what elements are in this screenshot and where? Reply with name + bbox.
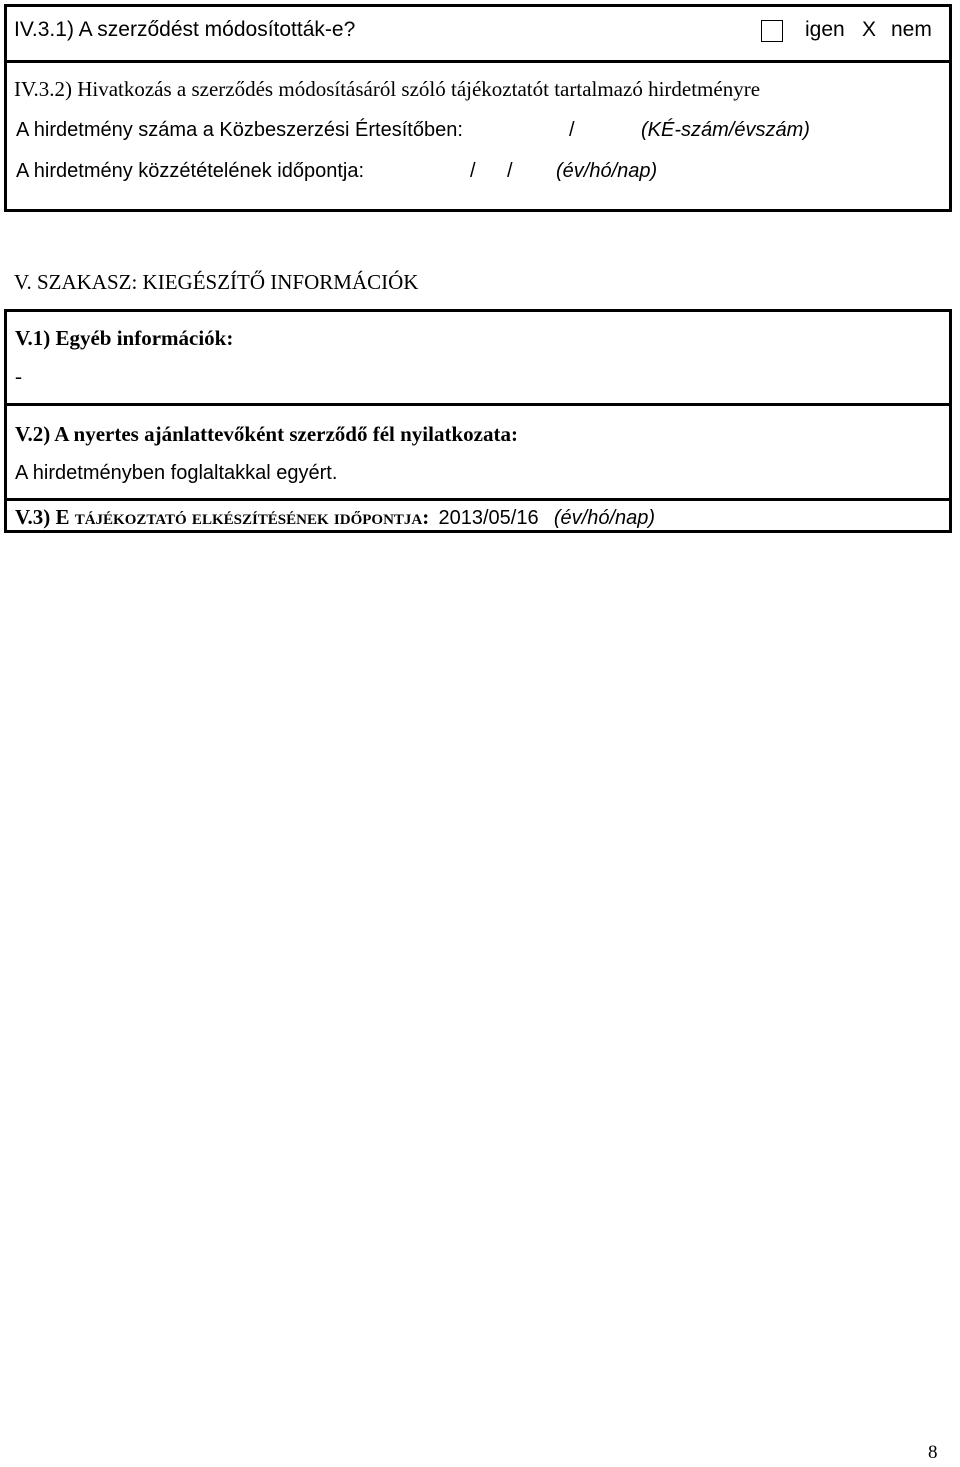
v1-label: V.1) Egyéb információk:: [15, 326, 234, 350]
v3-date-format: (év/hó/nap): [553, 507, 656, 529]
publication-date-label: A hirdetmény közzétételének időpontja:: [16, 160, 364, 182]
notice-number-format: (KÉ-szám/évszám): [641, 119, 810, 141]
iv31-label: IV.3.1) A szerződést módosították-e?: [14, 18, 356, 41]
section-v-title: V. SZAKASZ: KIEGÉSZÍTŐ INFORMÁCIÓK: [14, 270, 419, 294]
v3-label-colon: :: [422, 505, 430, 529]
v3-date: 2013/05/16: [438, 507, 539, 529]
publication-date-slash-1: /: [470, 160, 476, 182]
option-nem-label: nem: [891, 18, 932, 41]
v3-label-prefix: V.3) E: [15, 505, 75, 529]
v2-label: V.2) A nyertes ajánlattevőként szerződő fél nyilatkozata:: [15, 422, 518, 446]
v3-row: [15, 505, 655, 530]
page-number: 8: [928, 1442, 938, 1463]
notice-number-slash: /: [569, 119, 575, 141]
publication-date-format: (év/hó/nap): [556, 160, 658, 182]
divider: [4, 498, 952, 501]
notice-number-label: A hirdetmény száma a Közbeszerzési Értesítőben:: [16, 119, 463, 141]
v3-label-main: tájékoztató elkészítésének időpontja: [74, 505, 423, 529]
iv32-label: IV.3.2) Hivatkozás a szerződés módosításáról szóló tájékoztatót tartalmazó hirdetményre: [14, 77, 761, 101]
divider: [4, 403, 952, 406]
checkbox-igen[interactable]: [761, 20, 783, 42]
v1-value: -: [15, 364, 22, 388]
selected-marker: X: [862, 18, 877, 41]
divider: [4, 60, 952, 63]
publication-date-slash-2: /: [507, 160, 513, 182]
option-igen-label: igen: [805, 18, 845, 41]
v2-value: A hirdetményben foglaltakkal egyért.: [15, 462, 338, 484]
